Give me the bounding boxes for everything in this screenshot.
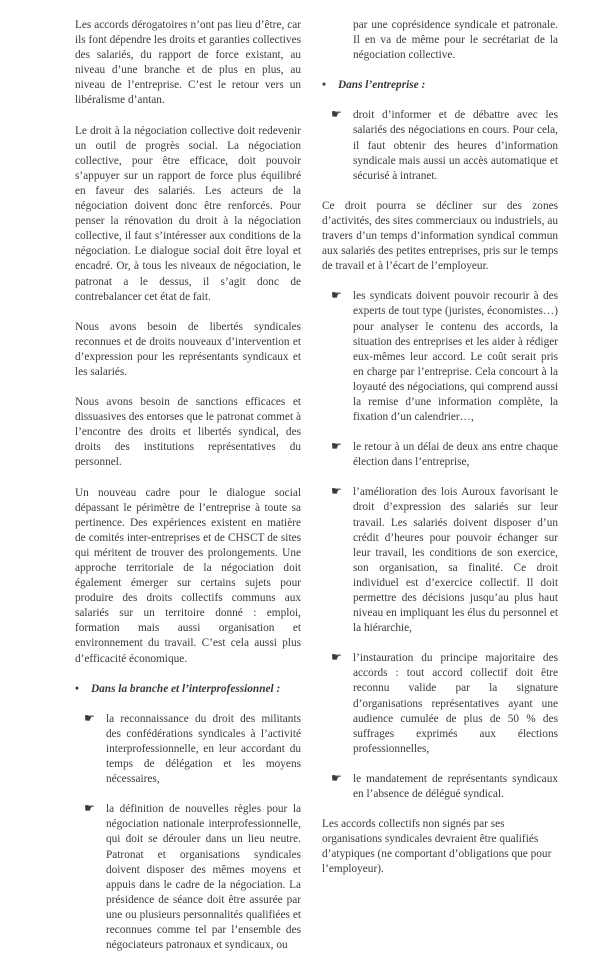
list-item-text: la reconnaissance du droit des militants des confédérations syndicales à l’activité interprofessionnelle, en leur accordant du temps de délégation et les moyens nécessaires, (106, 712, 301, 786)
list-item-text: le mandatement de représentants syndicaux en l’absence de délégué syndical. (353, 772, 558, 801)
list-item (322, 108, 558, 183)
pointing-hand-icon: ☛ (331, 288, 342, 303)
list-item-text: droit d’informer et de débattre avec les salariés des négociations en cours. Pour cela, il faut obtenir des heures d’information syndicale mais aussi un accès automatique et sécurisé à intranet. (353, 109, 558, 182)
list-item-text: les syndicats doivent pouvoir recourir à des experts de tout type (juristes, économistes…) pour analyser le contenu des accords, la situation des entreprises et les aider à rédiger eux-mêmes leur accord. Le coût serait pris en charge par l’entreprise. Cela concourt à la loyauté des négociations, qui comprend aussi la remise d’une information complète, la fixation d’un calendrier…, (353, 290, 558, 424)
list-item (322, 651, 558, 757)
pointing-hand-icon: ☛ (331, 484, 342, 499)
list-item-continuation (322, 18, 558, 63)
list-item-text: l’instauration du principe majoritaire des accords : tout accord collectif doit être reconnu valide par la signature d’organisations représentatives ayant une audience cumulée de plus de 50 % des suffrages exprimés aux élections professionnelles, (353, 652, 558, 755)
pointing-hand-icon: ☛ (84, 710, 95, 725)
heading-enterprise (322, 78, 558, 93)
bullet-icon: • (75, 682, 79, 695)
list-item (322, 440, 558, 470)
paragraph-activity-zones: Ce droit pourra se décliner sur des zones d’activités, des sites commerciaux ou industriels, au travers d’un temps d’information syndical commun aux salariés des petites entreprises, pris sur le temps de travail et à l’écart de l’employeur. (322, 199, 558, 273)
paragraph-union-freedoms: Nous avons besoin de libertés syndicales reconnues et de droits nouveaux d’intervention et d’expression pour les représentants syndicaux et les salariés. (75, 320, 301, 378)
list-item (322, 772, 558, 802)
pointing-hand-icon: ☛ (331, 107, 342, 122)
pointing-hand-icon: ☛ (331, 650, 342, 665)
paragraph-new-framework: Un nouveau cadre pour le dialogue social dépassant le périmètre de l’entreprise à toute sa pertinence. Des expériences existent en matière de comités inter-entreprises et de CHSCT de sites qui méritent de trouver des prolongements. Une approche territoriale de la négociation doit également émerger sur certains sujets pour produire des droits collectifs communs aux salariés sur un territoire donné : emploi, formation mais aussi organisation et environnement du travail. C’est cela aussi plus d’efficacité économique. (75, 486, 301, 665)
paragraph-derogatory-agreements: Les accords dérogatoires n’ont pas lieu d’être, car ils font dépendre les droits et garanties collectives des salariés, du rapport de force existant, au niveau d’une branche et de plus en plus, au niveau de l’entreprise. C’est le retour vers un libéralisme d’antan. (75, 19, 301, 107)
pointing-hand-icon: ☛ (331, 770, 342, 785)
heading-text: Dans l’entreprise : (338, 79, 426, 92)
paragraph-sanctions: Nous avons besoin de sanctions efficaces et dissuasives des entorses que le patronat commet à l’encontre des droits et libertés syndical, des droits des institutions représentatives du personnel. (75, 396, 301, 469)
paragraph-unsigned-agreements: Les accords collectifs non signés par ses organisations syndicales devraient être qualifiés d’atypiques (ne comportant d’obligations que pour l’employeur). (322, 818, 552, 876)
list-item-text: l’amélioration des lois Auroux favorisant le droit d’expression des salariés sur leur travail. Les salariés doivent disposer d’un crédit d’heures pour pouvoir échanger sur leur travail, les conditions de son exercice, son organisation, sa finalité. Ce droit individuel est d’exercice collectif. Il doit permettre des décisions jusqu’au plus haut niveau en impliquant les élus du personnel et la hiérarchie, (353, 486, 558, 635)
pointing-hand-icon: ☛ (331, 439, 342, 454)
heading-branch-interprofessional (75, 682, 301, 697)
list-item (322, 289, 558, 425)
list-item-text: le retour à un délai de deux ans entre chaque élection dans l’entreprise, (353, 441, 558, 469)
right-column (322, 18, 558, 893)
paragraph-collective-bargaining: Le droit à la négociation collective doit redevenir un outil de progrès social. La négociation collective, pour être efficace, doit pouvoir s’appuyer sur un rapport de force plus équilibré en faveur des salariés. Les acteurs de la négociation doivent donc être renforcés. Pour penser la rénovation du droit à la négociation collective, il faut s’intéresser aux conditions de la négociation. Le dialogue social doit être loyal et encadré. Or, à tous les niveaux de négociation, le patronat a le dessus, il s’agit donc de contrebalancer cet état de fait. (75, 124, 301, 303)
pointing-hand-icon: ☛ (84, 801, 95, 816)
list-item (75, 802, 301, 953)
list-item-text: par une coprésidence syndicale et patronale. Il en va de même pour le secrétariat de la négociation collective. (353, 19, 558, 62)
heading-text: Dans la branche et l’interprofessionnel : (91, 682, 281, 695)
list-item-text: la définition de nouvelles règles pour la négociation nationale interprofessionnelle, qui doit se dérouler dans un lieu neutre. Patronat et organisations syndicales doivent disposer des mêmes moyens et appuis dans le cadre de la négociation. La présidence de séance doit être assurée par une ou plusieurs personnalités qualifiées et reconnues comme tel par l’ensemble des négociateurs patronaux et syndicaux, ou (106, 803, 301, 952)
bullet-icon: • (322, 79, 326, 92)
list-item (75, 712, 301, 787)
left-column (75, 18, 301, 968)
list-item (322, 485, 558, 636)
